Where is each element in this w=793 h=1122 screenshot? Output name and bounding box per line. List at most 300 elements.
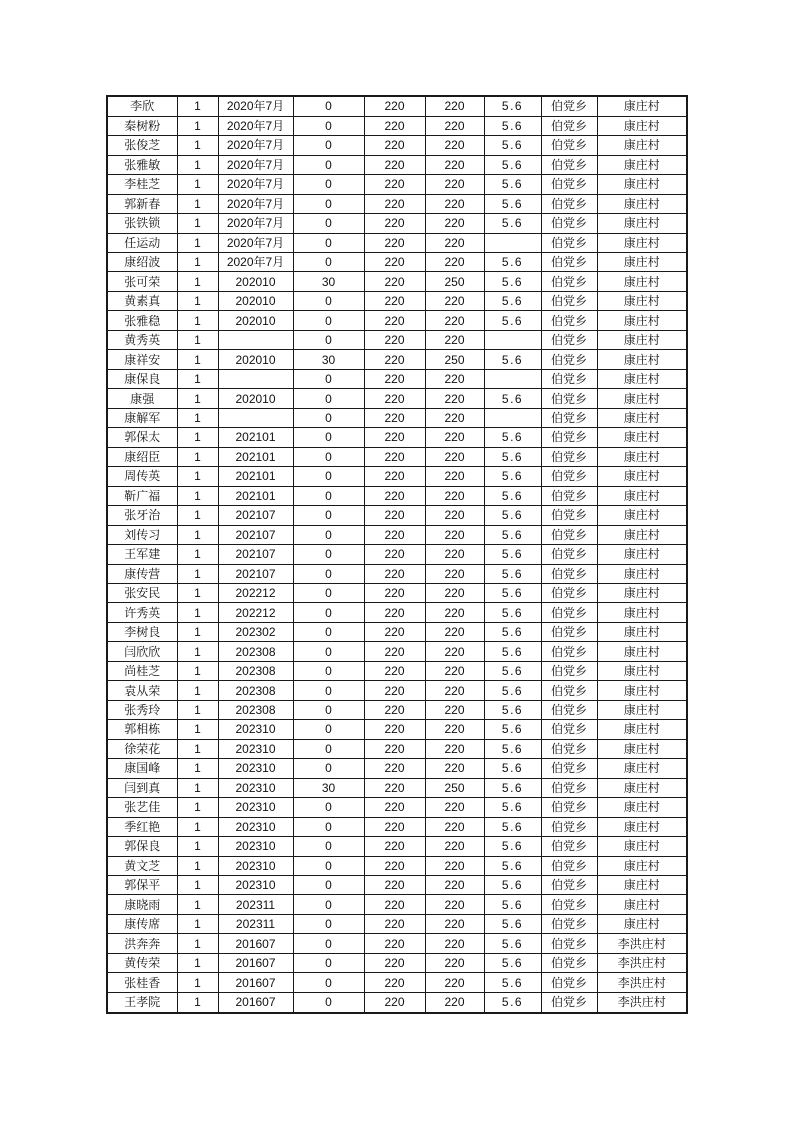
cell-rate: 5.6 <box>484 914 541 933</box>
cell-rate: 5.6 <box>484 603 541 622</box>
cell-total-amount: 220 <box>425 467 484 486</box>
cell-township: 伯党乡 <box>541 194 597 213</box>
cell-village: 康庄村 <box>597 350 687 369</box>
cell-total-amount: 220 <box>425 428 484 447</box>
cell-base-amount: 220 <box>364 837 425 856</box>
table-row <box>107 467 687 486</box>
cell-rate: 5.6 <box>484 953 541 972</box>
cell-total-amount: 220 <box>425 486 484 505</box>
cell-month: 2020年7月 <box>218 233 293 252</box>
cell-township: 伯党乡 <box>541 759 597 778</box>
cell-base-amount: 220 <box>364 389 425 408</box>
table-row <box>107 272 687 291</box>
cell-person-name: 郭相栋 <box>107 720 177 739</box>
cell-adjustment: 0 <box>293 194 364 213</box>
cell-month: 202310 <box>218 856 293 875</box>
cell-count: 1 <box>177 155 218 174</box>
cell-base-amount: 220 <box>364 330 425 349</box>
cell-person-name: 张雅稳 <box>107 311 177 330</box>
cell-village: 康庄村 <box>597 447 687 466</box>
table-row <box>107 194 687 213</box>
cell-month: 202308 <box>218 681 293 700</box>
cell-township: 伯党乡 <box>541 330 597 349</box>
cell-count: 1 <box>177 837 218 856</box>
cell-village: 康庄村 <box>597 136 687 155</box>
cell-village: 康庄村 <box>597 291 687 310</box>
cell-base-amount: 220 <box>364 564 425 583</box>
table-row <box>107 116 687 135</box>
cell-rate: 5.6 <box>484 720 541 739</box>
cell-count: 1 <box>177 389 218 408</box>
table-row <box>107 934 687 953</box>
cell-count: 1 <box>177 681 218 700</box>
cell-count: 1 <box>177 525 218 544</box>
cell-total-amount: 220 <box>425 447 484 466</box>
cell-base-amount: 220 <box>364 700 425 719</box>
benefit-roster-table <box>106 95 688 1014</box>
cell-base-amount: 220 <box>364 583 425 602</box>
cell-rate: 5.6 <box>484 506 541 525</box>
cell-adjustment: 0 <box>293 759 364 778</box>
cell-count: 1 <box>177 408 218 427</box>
table-row <box>107 389 687 408</box>
cell-total-amount: 220 <box>425 330 484 349</box>
cell-village: 康庄村 <box>597 837 687 856</box>
cell-base-amount: 220 <box>364 992 425 1013</box>
cell-township: 伯党乡 <box>541 700 597 719</box>
cell-count: 1 <box>177 233 218 252</box>
cell-adjustment: 0 <box>293 798 364 817</box>
cell-person-name: 郭保良 <box>107 837 177 856</box>
cell-total-amount: 220 <box>425 136 484 155</box>
cell-person-name: 张安民 <box>107 583 177 602</box>
cell-township: 伯党乡 <box>541 934 597 953</box>
cell-rate: 5.6 <box>484 973 541 992</box>
cell-total-amount: 220 <box>425 622 484 641</box>
cell-adjustment: 0 <box>293 876 364 895</box>
cell-total-amount: 220 <box>425 895 484 914</box>
cell-total-amount: 220 <box>425 798 484 817</box>
cell-count: 1 <box>177 700 218 719</box>
cell-month: 202010 <box>218 389 293 408</box>
cell-base-amount: 220 <box>364 291 425 310</box>
table-row <box>107 856 687 875</box>
cell-month: 202310 <box>218 798 293 817</box>
cell-total-amount: 220 <box>425 992 484 1013</box>
cell-township: 伯党乡 <box>541 369 597 388</box>
cell-base-amount: 220 <box>364 155 425 174</box>
table-row <box>107 973 687 992</box>
cell-adjustment: 0 <box>293 447 364 466</box>
cell-village: 康庄村 <box>597 155 687 174</box>
cell-base-amount: 220 <box>364 642 425 661</box>
cell-base-amount: 220 <box>364 525 425 544</box>
cell-rate: 5.6 <box>484 447 541 466</box>
cell-person-name: 康强 <box>107 389 177 408</box>
cell-month: 202308 <box>218 700 293 719</box>
cell-adjustment: 0 <box>293 506 364 525</box>
cell-total-amount: 220 <box>425 661 484 680</box>
cell-count: 1 <box>177 603 218 622</box>
cell-total-amount: 220 <box>425 291 484 310</box>
cell-adjustment: 0 <box>293 369 364 388</box>
cell-village: 李洪庄村 <box>597 953 687 972</box>
cell-base-amount: 220 <box>364 914 425 933</box>
table-row <box>107 428 687 447</box>
cell-adjustment: 0 <box>293 136 364 155</box>
cell-count: 1 <box>177 311 218 330</box>
cell-person-name: 王孝院 <box>107 992 177 1013</box>
cell-base-amount: 220 <box>364 603 425 622</box>
cell-count: 1 <box>177 759 218 778</box>
cell-month: 202010 <box>218 311 293 330</box>
cell-village: 康庄村 <box>597 96 687 116</box>
cell-base-amount: 220 <box>364 96 425 116</box>
cell-base-amount: 220 <box>364 876 425 895</box>
cell-village: 康庄村 <box>597 603 687 622</box>
cell-adjustment: 30 <box>293 272 364 291</box>
cell-base-amount: 220 <box>364 681 425 700</box>
cell-township: 伯党乡 <box>541 798 597 817</box>
cell-township: 伯党乡 <box>541 876 597 895</box>
cell-adjustment: 0 <box>293 525 364 544</box>
cell-village: 康庄村 <box>597 914 687 933</box>
cell-person-name: 张可荣 <box>107 272 177 291</box>
cell-total-amount: 220 <box>425 408 484 427</box>
cell-adjustment: 0 <box>293 720 364 739</box>
cell-village: 康庄村 <box>597 369 687 388</box>
cell-count: 1 <box>177 486 218 505</box>
cell-rate: 5.6 <box>484 895 541 914</box>
cell-rate: 5.6 <box>484 622 541 641</box>
cell-rate: 5.6 <box>484 837 541 856</box>
table-row <box>107 214 687 233</box>
cell-person-name: 黄传荣 <box>107 953 177 972</box>
cell-village: 康庄村 <box>597 525 687 544</box>
cell-township: 伯党乡 <box>541 447 597 466</box>
cell-rate: 5.6 <box>484 817 541 836</box>
cell-village: 康庄村 <box>597 428 687 447</box>
cell-month: 202311 <box>218 895 293 914</box>
cell-village: 康庄村 <box>597 700 687 719</box>
cell-person-name: 康晓雨 <box>107 895 177 914</box>
cell-count: 1 <box>177 136 218 155</box>
cell-rate <box>484 330 541 349</box>
table-row <box>107 739 687 758</box>
cell-village: 康庄村 <box>597 194 687 213</box>
table-row <box>107 545 687 564</box>
cell-month: 201607 <box>218 973 293 992</box>
cell-village: 康庄村 <box>597 876 687 895</box>
cell-base-amount: 220 <box>364 817 425 836</box>
table-row <box>107 350 687 369</box>
cell-township: 伯党乡 <box>541 291 597 310</box>
cell-rate: 5.6 <box>484 525 541 544</box>
cell-person-name: 闫到真 <box>107 778 177 797</box>
cell-total-amount: 220 <box>425 739 484 758</box>
cell-person-name: 张俊芝 <box>107 136 177 155</box>
cell-month: 2020年7月 <box>218 116 293 135</box>
cell-township: 伯党乡 <box>541 136 597 155</box>
cell-village: 李洪庄村 <box>597 934 687 953</box>
cell-total-amount: 220 <box>425 856 484 875</box>
cell-person-name: 张牙治 <box>107 506 177 525</box>
cell-total-amount: 220 <box>425 233 484 252</box>
cell-total-amount: 220 <box>425 973 484 992</box>
cell-count: 1 <box>177 194 218 213</box>
cell-month: 202010 <box>218 350 293 369</box>
table-row <box>107 447 687 466</box>
cell-person-name: 洪奔奔 <box>107 934 177 953</box>
table-row <box>107 681 687 700</box>
cell-month: 2020年7月 <box>218 253 293 272</box>
cell-village: 康庄村 <box>597 408 687 427</box>
cell-count: 1 <box>177 506 218 525</box>
cell-base-amount: 220 <box>364 428 425 447</box>
cell-adjustment: 0 <box>293 817 364 836</box>
cell-month: 202310 <box>218 759 293 778</box>
cell-month: 202310 <box>218 720 293 739</box>
cell-month: 202308 <box>218 642 293 661</box>
cell-total-amount: 220 <box>425 214 484 233</box>
cell-village: 康庄村 <box>597 564 687 583</box>
cell-village: 康庄村 <box>597 583 687 602</box>
cell-count: 1 <box>177 622 218 641</box>
cell-total-amount: 220 <box>425 96 484 116</box>
cell-adjustment: 30 <box>293 350 364 369</box>
cell-adjustment: 0 <box>293 389 364 408</box>
cell-rate: 5.6 <box>484 583 541 602</box>
cell-adjustment: 0 <box>293 739 364 758</box>
cell-base-amount: 220 <box>364 895 425 914</box>
cell-count: 1 <box>177 973 218 992</box>
table-row <box>107 291 687 310</box>
cell-village: 康庄村 <box>597 467 687 486</box>
cell-adjustment: 0 <box>293 622 364 641</box>
table-row <box>107 992 687 1013</box>
cell-township: 伯党乡 <box>541 525 597 544</box>
table-row <box>107 408 687 427</box>
cell-person-name: 徐荣花 <box>107 739 177 758</box>
cell-adjustment: 0 <box>293 914 364 933</box>
cell-total-amount: 220 <box>425 194 484 213</box>
cell-village: 康庄村 <box>597 759 687 778</box>
table-row <box>107 720 687 739</box>
cell-base-amount: 220 <box>364 233 425 252</box>
table-row <box>107 953 687 972</box>
cell-village: 李洪庄村 <box>597 973 687 992</box>
cell-month: 201607 <box>218 934 293 953</box>
cell-village: 康庄村 <box>597 545 687 564</box>
cell-village: 康庄村 <box>597 778 687 797</box>
cell-person-name: 王军建 <box>107 545 177 564</box>
cell-total-amount: 220 <box>425 253 484 272</box>
cell-month: 202101 <box>218 467 293 486</box>
cell-count: 1 <box>177 934 218 953</box>
cell-month: 202310 <box>218 778 293 797</box>
cell-village: 康庄村 <box>597 681 687 700</box>
cell-township: 伯党乡 <box>541 817 597 836</box>
cell-township: 伯党乡 <box>541 311 597 330</box>
cell-rate: 5.6 <box>484 272 541 291</box>
cell-person-name: 康解军 <box>107 408 177 427</box>
cell-rate: 5.6 <box>484 992 541 1013</box>
cell-township: 伯党乡 <box>541 564 597 583</box>
cell-month: 202310 <box>218 876 293 895</box>
cell-adjustment: 0 <box>293 661 364 680</box>
table-row <box>107 603 687 622</box>
cell-base-amount: 220 <box>364 739 425 758</box>
cell-township: 伯党乡 <box>541 603 597 622</box>
cell-township: 伯党乡 <box>541 408 597 427</box>
cell-township: 伯党乡 <box>541 973 597 992</box>
cell-month: 202302 <box>218 622 293 641</box>
cell-month: 2020年7月 <box>218 136 293 155</box>
cell-count: 1 <box>177 96 218 116</box>
table-row <box>107 778 687 797</box>
cell-total-amount: 220 <box>425 700 484 719</box>
cell-total-amount: 220 <box>425 389 484 408</box>
cell-rate: 5.6 <box>484 759 541 778</box>
cell-person-name: 康传营 <box>107 564 177 583</box>
cell-count: 1 <box>177 116 218 135</box>
cell-month: 2020年7月 <box>218 214 293 233</box>
cell-rate: 5.6 <box>484 291 541 310</box>
cell-adjustment: 0 <box>293 934 364 953</box>
cell-rate: 5.6 <box>484 700 541 719</box>
cell-village: 康庄村 <box>597 506 687 525</box>
cell-person-name: 郭新春 <box>107 194 177 213</box>
cell-total-amount: 250 <box>425 778 484 797</box>
cell-person-name: 郭保太 <box>107 428 177 447</box>
cell-base-amount: 220 <box>364 622 425 641</box>
cell-count: 1 <box>177 214 218 233</box>
cell-township: 伯党乡 <box>541 992 597 1013</box>
cell-total-amount: 220 <box>425 720 484 739</box>
cell-count: 1 <box>177 798 218 817</box>
cell-base-amount: 220 <box>364 214 425 233</box>
cell-month: 2020年7月 <box>218 194 293 213</box>
cell-base-amount: 220 <box>364 934 425 953</box>
cell-person-name: 李桂芝 <box>107 175 177 194</box>
cell-total-amount: 220 <box>425 603 484 622</box>
cell-village: 康庄村 <box>597 311 687 330</box>
table-row <box>107 583 687 602</box>
cell-total-amount: 220 <box>425 506 484 525</box>
cell-person-name: 任运动 <box>107 233 177 252</box>
cell-base-amount: 220 <box>364 798 425 817</box>
cell-base-amount: 220 <box>364 545 425 564</box>
cell-count: 1 <box>177 175 218 194</box>
cell-village: 康庄村 <box>597 175 687 194</box>
table-row <box>107 837 687 856</box>
cell-village: 康庄村 <box>597 486 687 505</box>
cell-person-name: 张雅敏 <box>107 155 177 174</box>
table-row <box>107 486 687 505</box>
table-row <box>107 369 687 388</box>
cell-rate: 5.6 <box>484 661 541 680</box>
cell-township: 伯党乡 <box>541 778 597 797</box>
cell-adjustment: 0 <box>293 545 364 564</box>
table-row <box>107 759 687 778</box>
cell-count: 1 <box>177 661 218 680</box>
cell-count: 1 <box>177 720 218 739</box>
table-row <box>107 330 687 349</box>
cell-month: 2020年7月 <box>218 155 293 174</box>
cell-month: 202311 <box>218 914 293 933</box>
cell-base-amount: 220 <box>364 953 425 972</box>
cell-rate: 5.6 <box>484 253 541 272</box>
cell-total-amount: 220 <box>425 914 484 933</box>
cell-rate: 5.6 <box>484 798 541 817</box>
cell-person-name: 李树良 <box>107 622 177 641</box>
cell-township: 伯党乡 <box>541 350 597 369</box>
cell-person-name: 刘传习 <box>107 525 177 544</box>
cell-adjustment: 0 <box>293 96 364 116</box>
table-row <box>107 661 687 680</box>
cell-count: 1 <box>177 330 218 349</box>
cell-township: 伯党乡 <box>541 253 597 272</box>
cell-rate: 5.6 <box>484 389 541 408</box>
cell-month: 201607 <box>218 992 293 1013</box>
cell-count: 1 <box>177 739 218 758</box>
cell-count: 1 <box>177 428 218 447</box>
cell-rate: 5.6 <box>484 214 541 233</box>
cell-rate: 5.6 <box>484 428 541 447</box>
cell-adjustment: 0 <box>293 408 364 427</box>
cell-base-amount: 220 <box>364 408 425 427</box>
cell-township: 伯党乡 <box>541 175 597 194</box>
table-row <box>107 253 687 272</box>
cell-township: 伯党乡 <box>541 467 597 486</box>
cell-person-name: 周传英 <box>107 467 177 486</box>
cell-person-name: 康国峰 <box>107 759 177 778</box>
cell-person-name: 黄秀英 <box>107 330 177 349</box>
cell-base-amount: 220 <box>364 506 425 525</box>
cell-base-amount: 220 <box>364 467 425 486</box>
cell-adjustment: 0 <box>293 214 364 233</box>
cell-person-name: 李欣 <box>107 96 177 116</box>
cell-rate: 5.6 <box>484 739 541 758</box>
cell-person-name: 张艺佳 <box>107 798 177 817</box>
table-row <box>107 876 687 895</box>
cell-adjustment: 0 <box>293 583 364 602</box>
cell-month: 202212 <box>218 603 293 622</box>
cell-count: 1 <box>177 253 218 272</box>
cell-township: 伯党乡 <box>541 214 597 233</box>
cell-rate: 5.6 <box>484 564 541 583</box>
cell-person-name: 秦树粉 <box>107 116 177 135</box>
cell-person-name: 闫欣欣 <box>107 642 177 661</box>
cell-count: 1 <box>177 642 218 661</box>
cell-adjustment: 30 <box>293 778 364 797</box>
cell-rate: 5.6 <box>484 155 541 174</box>
cell-adjustment: 0 <box>293 116 364 135</box>
cell-adjustment: 0 <box>293 992 364 1013</box>
cell-rate: 5.6 <box>484 642 541 661</box>
cell-rate: 5.6 <box>484 486 541 505</box>
cell-month: 202310 <box>218 817 293 836</box>
cell-township: 伯党乡 <box>541 96 597 116</box>
cell-month: 2020年7月 <box>218 96 293 116</box>
cell-count: 1 <box>177 914 218 933</box>
cell-base-amount: 220 <box>364 136 425 155</box>
cell-village: 康庄村 <box>597 817 687 836</box>
cell-township: 伯党乡 <box>541 272 597 291</box>
cell-township: 伯党乡 <box>541 116 597 135</box>
cell-township: 伯党乡 <box>541 953 597 972</box>
cell-rate: 5.6 <box>484 934 541 953</box>
